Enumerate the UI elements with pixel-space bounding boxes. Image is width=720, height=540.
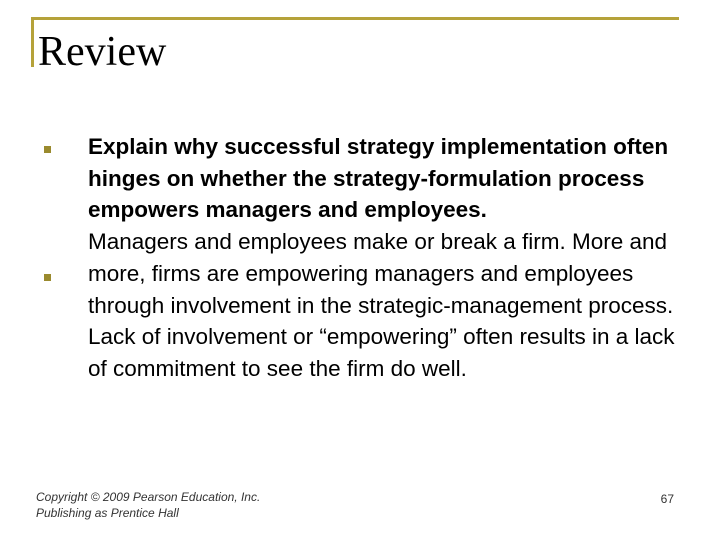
title-frame-left-rule xyxy=(31,17,34,67)
slide-body xyxy=(88,131,688,385)
copyright-footer xyxy=(36,489,260,521)
page-number: 67 xyxy=(660,492,674,506)
bullet-answer: Managers and employees make or break a firm. More and more, firms are empowering managers and employees through involvement in the strategic-management process. Lack of involvement or “empowering” often results in a lack of commitment to see the firm do well. xyxy=(88,229,675,381)
title-frame-top-rule xyxy=(31,17,679,20)
copyright-line: Copyright © 2009 Pearson Education, Inc. xyxy=(36,490,261,504)
bullet-square-icon xyxy=(44,146,51,153)
bullet-question: Explain why successful strategy implementation often hinges on whether the strategy-formulation process empowers managers and employees. xyxy=(88,134,669,223)
bullet-square-icon xyxy=(44,274,51,281)
publisher-line: Publishing as Prentice Hall xyxy=(36,506,179,520)
slide-title: Review xyxy=(38,29,167,75)
